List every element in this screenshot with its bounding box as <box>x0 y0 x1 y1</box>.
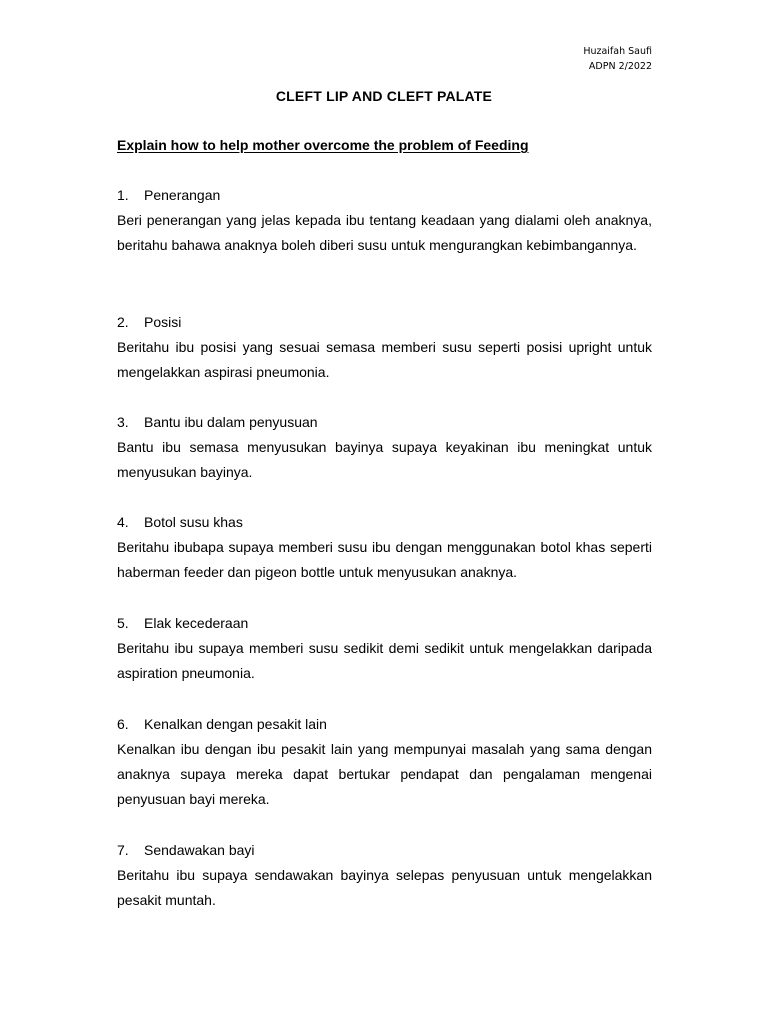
item-heading-text: Sendawakan bayi <box>144 842 255 858</box>
item-heading-text: Elak kecederaan <box>144 615 249 631</box>
item-heading <box>117 611 652 636</box>
item-body: Beritahu ibubapa supaya memberi susu ibu dengan menggunakan botol khas seperti haberman feeder dan pigeon bottle untuk menyusukan anaknya. <box>117 539 652 580</box>
item-body: Beritahu ibu supaya sendawakan bayinya selepas penyusuan untuk mengelakkan pesakit muntah. <box>117 867 652 908</box>
item-heading-text: Posisi <box>144 314 182 330</box>
item-heading <box>117 183 652 208</box>
item-heading-text: Kenalkan dengan pesakit lain <box>144 716 327 732</box>
item-body: Beritahu ibu posisi yang sesuai semasa memberi susu seperti posisi upright untuk mengelakkan aspirasi pneumonia. <box>117 339 652 380</box>
item-number: 5. <box>117 615 129 631</box>
list-item <box>117 310 652 385</box>
item-heading <box>117 712 652 737</box>
item-heading-text: Penerangan <box>144 187 221 203</box>
author-name: Huzaifah Saufi <box>583 46 652 57</box>
list-item <box>117 410 652 485</box>
list-item <box>117 510 652 585</box>
item-body: Kenalkan ibu dengan ibu pesakit lain yang mempunyai masalah yang sama dengan anaknya supaya mereka dapat bertukar pendapat dan pengalaman mengenai penyusuan bayi mereka. <box>117 741 652 807</box>
item-heading <box>117 838 652 863</box>
item-number: 2. <box>117 314 129 330</box>
item-heading <box>117 310 652 335</box>
class-code: ADPN 2/2022 <box>588 61 652 72</box>
item-body: Beri penerangan yang jelas kepada ibu tentang keadaan yang dialami oleh anaknya, beritahu bahawa anaknya boleh diberi susu untuk mengurangkan kebimbangannya. <box>117 212 652 253</box>
item-heading-text: Bantu ibu dalam penyusuan <box>144 414 318 430</box>
item-number: 1. <box>117 187 129 203</box>
question-heading: Explain how to help mother overcome the problem of Feeding <box>117 137 529 153</box>
author-block <box>583 44 652 74</box>
list-item <box>117 838 652 913</box>
item-body: Bantu ibu semasa menyusukan bayinya supaya keyakinan ibu meningkat untuk menyusukan bayinya. <box>117 439 652 480</box>
list-item <box>117 712 652 812</box>
document-title: CLEFT LIP AND CLEFT PALATE <box>275 88 493 104</box>
list-item <box>117 183 652 258</box>
item-number: 4. <box>117 514 129 530</box>
item-number: 7. <box>117 842 129 858</box>
item-number: 6. <box>117 716 129 732</box>
item-heading <box>117 410 652 435</box>
item-heading <box>117 510 652 535</box>
item-heading-text: Botol susu khas <box>144 514 243 530</box>
item-body: Beritahu ibu supaya memberi susu sedikit demi sedikit untuk mengelakkan daripada aspiration pneumonia. <box>117 640 652 681</box>
list-item <box>117 611 652 686</box>
item-number: 3. <box>117 414 129 430</box>
